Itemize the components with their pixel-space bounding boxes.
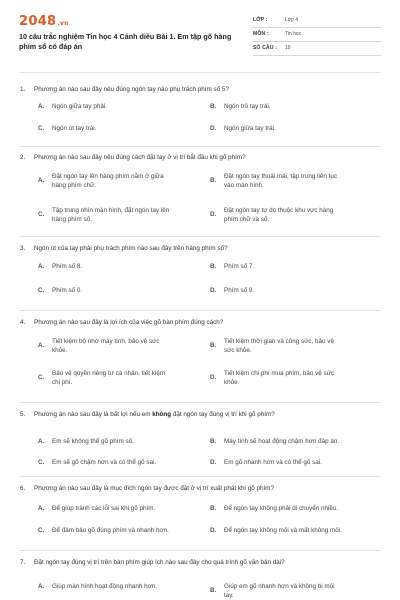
option-letter: C.	[38, 527, 45, 534]
option-text-line: vào màn hình.	[224, 182, 264, 189]
answer-option[interactable]	[38, 369, 200, 387]
answer-option[interactable]	[210, 437, 380, 446]
option-text	[52, 262, 82, 271]
meta-key: LỚP :	[253, 17, 268, 23]
option-text	[224, 286, 254, 295]
option-letter: D.	[210, 527, 217, 534]
option-text-line: Máy tính sẽ hoạt động chậm hơn đáp án.	[224, 438, 340, 445]
option-text-line: Ngón trỏ tay trái.	[224, 103, 271, 110]
answer-option[interactable]	[210, 526, 380, 535]
option-text-line: hàng phím số.	[52, 216, 92, 223]
option-text-line: hàng phím chữ.	[52, 182, 97, 189]
option-letter: B.	[210, 342, 217, 349]
answer-option[interactable]	[38, 504, 200, 513]
option-text-line: Đặt ngón tay tự do thuộc khu vực hàng	[224, 207, 334, 214]
option-letter: D.	[210, 125, 217, 132]
answer-option[interactable]	[38, 262, 200, 271]
answer-option[interactable]	[38, 582, 200, 591]
option-text	[52, 206, 169, 224]
option-text-line: khỏe.	[224, 379, 240, 386]
question-number: 5.	[20, 411, 26, 418]
option-text	[52, 124, 96, 133]
answer-option[interactable]	[210, 124, 380, 133]
question-text	[20, 153, 246, 162]
meta-key: SỐ CÂU :	[253, 45, 278, 51]
option-text	[224, 437, 339, 446]
option-letter: A.	[38, 342, 45, 349]
option-text-line: Ngón út tay trái.	[52, 125, 97, 132]
option-text-line: Để đảm bảo gõ đúng phím và nhanh hơn.	[52, 527, 169, 534]
answer-option[interactable]	[210, 206, 380, 224]
option-letter: C.	[38, 459, 45, 466]
question-number: 6.	[20, 485, 26, 492]
meta-key: MÔN :	[253, 31, 269, 37]
answer-option[interactable]	[38, 437, 200, 446]
question-text	[20, 244, 228, 253]
question-divider	[19, 310, 381, 311]
question-divider	[19, 146, 381, 147]
answer-option[interactable]	[38, 172, 200, 190]
option-text-line: Em gõ nhanh hơn và có thể gõ sai.	[224, 459, 322, 466]
question-number: 7.	[20, 559, 26, 566]
meta-value: 10	[285, 45, 291, 51]
option-letter: B.	[210, 505, 217, 512]
option-text-line: Tập trung nhìn màn hình, đặt ngón tay lên	[52, 207, 170, 214]
option-text-line: Phím số 0.	[52, 287, 83, 294]
answer-option[interactable]	[38, 286, 200, 295]
question-text	[20, 318, 223, 327]
option-letter: A.	[38, 103, 45, 110]
option-text-line: Phím số 8.	[52, 263, 83, 270]
option-letter: C.	[38, 211, 45, 218]
option-text	[52, 526, 169, 535]
question-body: Phương án nào sau đây nêu đúng cách đặt tay ở vị trí bắt đầu khi gõ phím?	[34, 154, 246, 161]
answer-option[interactable]	[38, 206, 200, 224]
option-text-line: Đặt ngón tay lên hàng phím nằm ở giữa	[52, 173, 164, 180]
option-text-line: Đặt ngón tay thoải mái, tập trung liên tục	[224, 173, 338, 180]
answer-option[interactable]	[38, 337, 200, 355]
option-letter: D.	[210, 211, 217, 218]
answer-option[interactable]	[210, 337, 380, 355]
option-text	[52, 582, 157, 591]
question-text	[20, 558, 285, 567]
answer-option[interactable]	[210, 286, 380, 295]
answer-option[interactable]	[210, 172, 380, 190]
option-text-line: Em sẽ không thể gõ phím số.	[52, 438, 134, 445]
option-text-line: Em sẽ gõ chậm hơn và có thể gõ sai.	[52, 459, 157, 466]
option-letter: C.	[38, 374, 45, 381]
question-body: đặt ngón tay đúng vị trí khi gõ phím?	[171, 411, 275, 418]
option-letter: A.	[38, 177, 45, 184]
option-letter: A.	[38, 438, 45, 445]
option-letter: A.	[38, 263, 45, 270]
meta-value: Lớp 4	[285, 17, 299, 23]
option-text	[52, 458, 156, 467]
document-title: 10 câu trắc nghiệm Tin học 4 Cánh diều Bài 1. Em tập gõ hàng phím số có đáp án	[19, 32, 232, 51]
answer-option[interactable]	[210, 504, 380, 513]
option-text-line: Giúp màn hình hoạt động nhanh hơn.	[52, 583, 157, 590]
option-letter: B.	[210, 438, 217, 445]
option-text-line: Phím số 7.	[224, 263, 255, 270]
option-letter: C.	[38, 287, 45, 294]
option-text-line: Ngón giữa tay trái.	[224, 125, 276, 132]
answer-option[interactable]	[38, 458, 200, 467]
option-letter: D.	[210, 374, 217, 381]
option-text-line: tay.	[224, 592, 234, 599]
answer-option[interactable]	[210, 582, 380, 600]
option-text	[224, 172, 337, 190]
question-number: 2.	[20, 154, 26, 161]
answer-option[interactable]	[210, 369, 380, 387]
option-letter: B.	[210, 587, 217, 594]
answer-option[interactable]	[38, 124, 200, 133]
question-divider	[19, 476, 381, 477]
question-body: Đặt ngón tay đúng vị trí trên bàn phím giúp ích nào sau đây cho quá trình gõ văn bản dài?	[34, 559, 285, 566]
meta-table	[253, 14, 381, 56]
option-text-line: Bảo vệ quyền riêng tư cá nhân, tiết kiệm	[52, 370, 166, 377]
option-text	[224, 458, 322, 467]
question-text	[20, 410, 275, 419]
option-text	[224, 369, 334, 387]
site-logo[interactable]	[19, 14, 69, 29]
option-letter: D.	[210, 459, 217, 466]
option-text-line: sức khỏe.	[224, 347, 252, 354]
question-text	[20, 484, 274, 493]
option-letter: D.	[210, 287, 217, 294]
option-text-line: chi phí.	[52, 379, 73, 386]
option-letter: B.	[210, 103, 217, 110]
document-header	[0, 0, 400, 66]
logo-name: 2048	[19, 14, 57, 29]
question-divider	[19, 550, 381, 551]
meta-row-subject	[253, 28, 381, 42]
option-text-line: Để ngón tay không mỏi và mất không mỏi.	[224, 527, 342, 534]
question-body: Phương án nào sau đây nêu đúng ngón tay nào phụ trách phím số 5?	[34, 86, 229, 93]
option-text-line: Tiết kiệm chi phí mua phím, bảo vệ sức	[224, 370, 335, 377]
option-text-line: Tiết kiệm bộ nhớ máy tính, bảo vệ sức	[52, 338, 160, 345]
question-divider	[19, 72, 381, 73]
option-text-line: Để ngón tay không phải di chuyển nhiều.	[224, 505, 339, 512]
option-text	[224, 124, 276, 133]
answer-option[interactable]	[38, 526, 200, 535]
option-text-line: Ngón giữa tay phải.	[52, 103, 107, 110]
option-text	[224, 526, 342, 535]
question-divider	[19, 402, 381, 403]
question-number: 1.	[20, 86, 26, 93]
answer-option[interactable]	[38, 102, 200, 111]
option-letter: C.	[38, 125, 45, 132]
meta-row-count	[253, 42, 381, 56]
question-number: 3.	[20, 245, 26, 252]
option-text	[52, 369, 165, 387]
option-letter: B.	[210, 177, 217, 184]
option-text	[52, 337, 160, 355]
option-text	[224, 504, 338, 513]
option-text-line: Phím số 9.	[224, 287, 255, 294]
option-text	[224, 582, 335, 600]
option-text-line: phím chữ và số.	[224, 216, 270, 223]
option-text-line: Giúp em gõ nhanh hơn và không bị mỏi	[224, 583, 335, 590]
option-text	[52, 437, 134, 446]
meta-value: Tin học	[285, 31, 302, 37]
answer-option[interactable]	[210, 102, 380, 111]
option-letter: B.	[210, 263, 217, 270]
option-text	[224, 262, 254, 271]
question-number: 4.	[20, 319, 26, 326]
question-emphasis: không	[152, 411, 172, 418]
question-text	[20, 85, 229, 94]
question-divider	[19, 236, 381, 237]
option-text	[52, 102, 107, 111]
logo-suffix: .vn	[57, 20, 69, 27]
option-text	[224, 206, 333, 224]
option-text	[52, 286, 82, 295]
answer-option[interactable]	[210, 458, 380, 467]
option-text-line: khỏe.	[52, 347, 68, 354]
option-letter: A.	[38, 583, 45, 590]
answer-option[interactable]	[210, 262, 380, 271]
option-text	[224, 337, 334, 355]
option-text-line: Để giúp tránh các lỗi sai khi gõ phím.	[52, 505, 156, 512]
question-body: Phương án nào sau đây là bất lợi nếu em	[34, 411, 153, 418]
option-text-line: Tiết kiệm thời gian và công sức, bảo vệ	[224, 338, 334, 345]
option-text	[52, 504, 155, 513]
meta-row-class	[253, 14, 381, 28]
question-body: Ngón út của tay phải phụ trách phím nào sau đây trên hàng phím số?	[34, 245, 228, 252]
question-body: Phương án nào sau đây là lợi ích của việc gõ bàn phím đúng cách?	[34, 319, 224, 326]
option-letter: A.	[38, 505, 45, 512]
option-text	[52, 172, 164, 190]
option-text	[224, 102, 271, 111]
question-body: Phương án nào sau đây là mục đích ngón tay được đặt ở vị trí xuất phát khi gõ phím?	[34, 485, 274, 492]
